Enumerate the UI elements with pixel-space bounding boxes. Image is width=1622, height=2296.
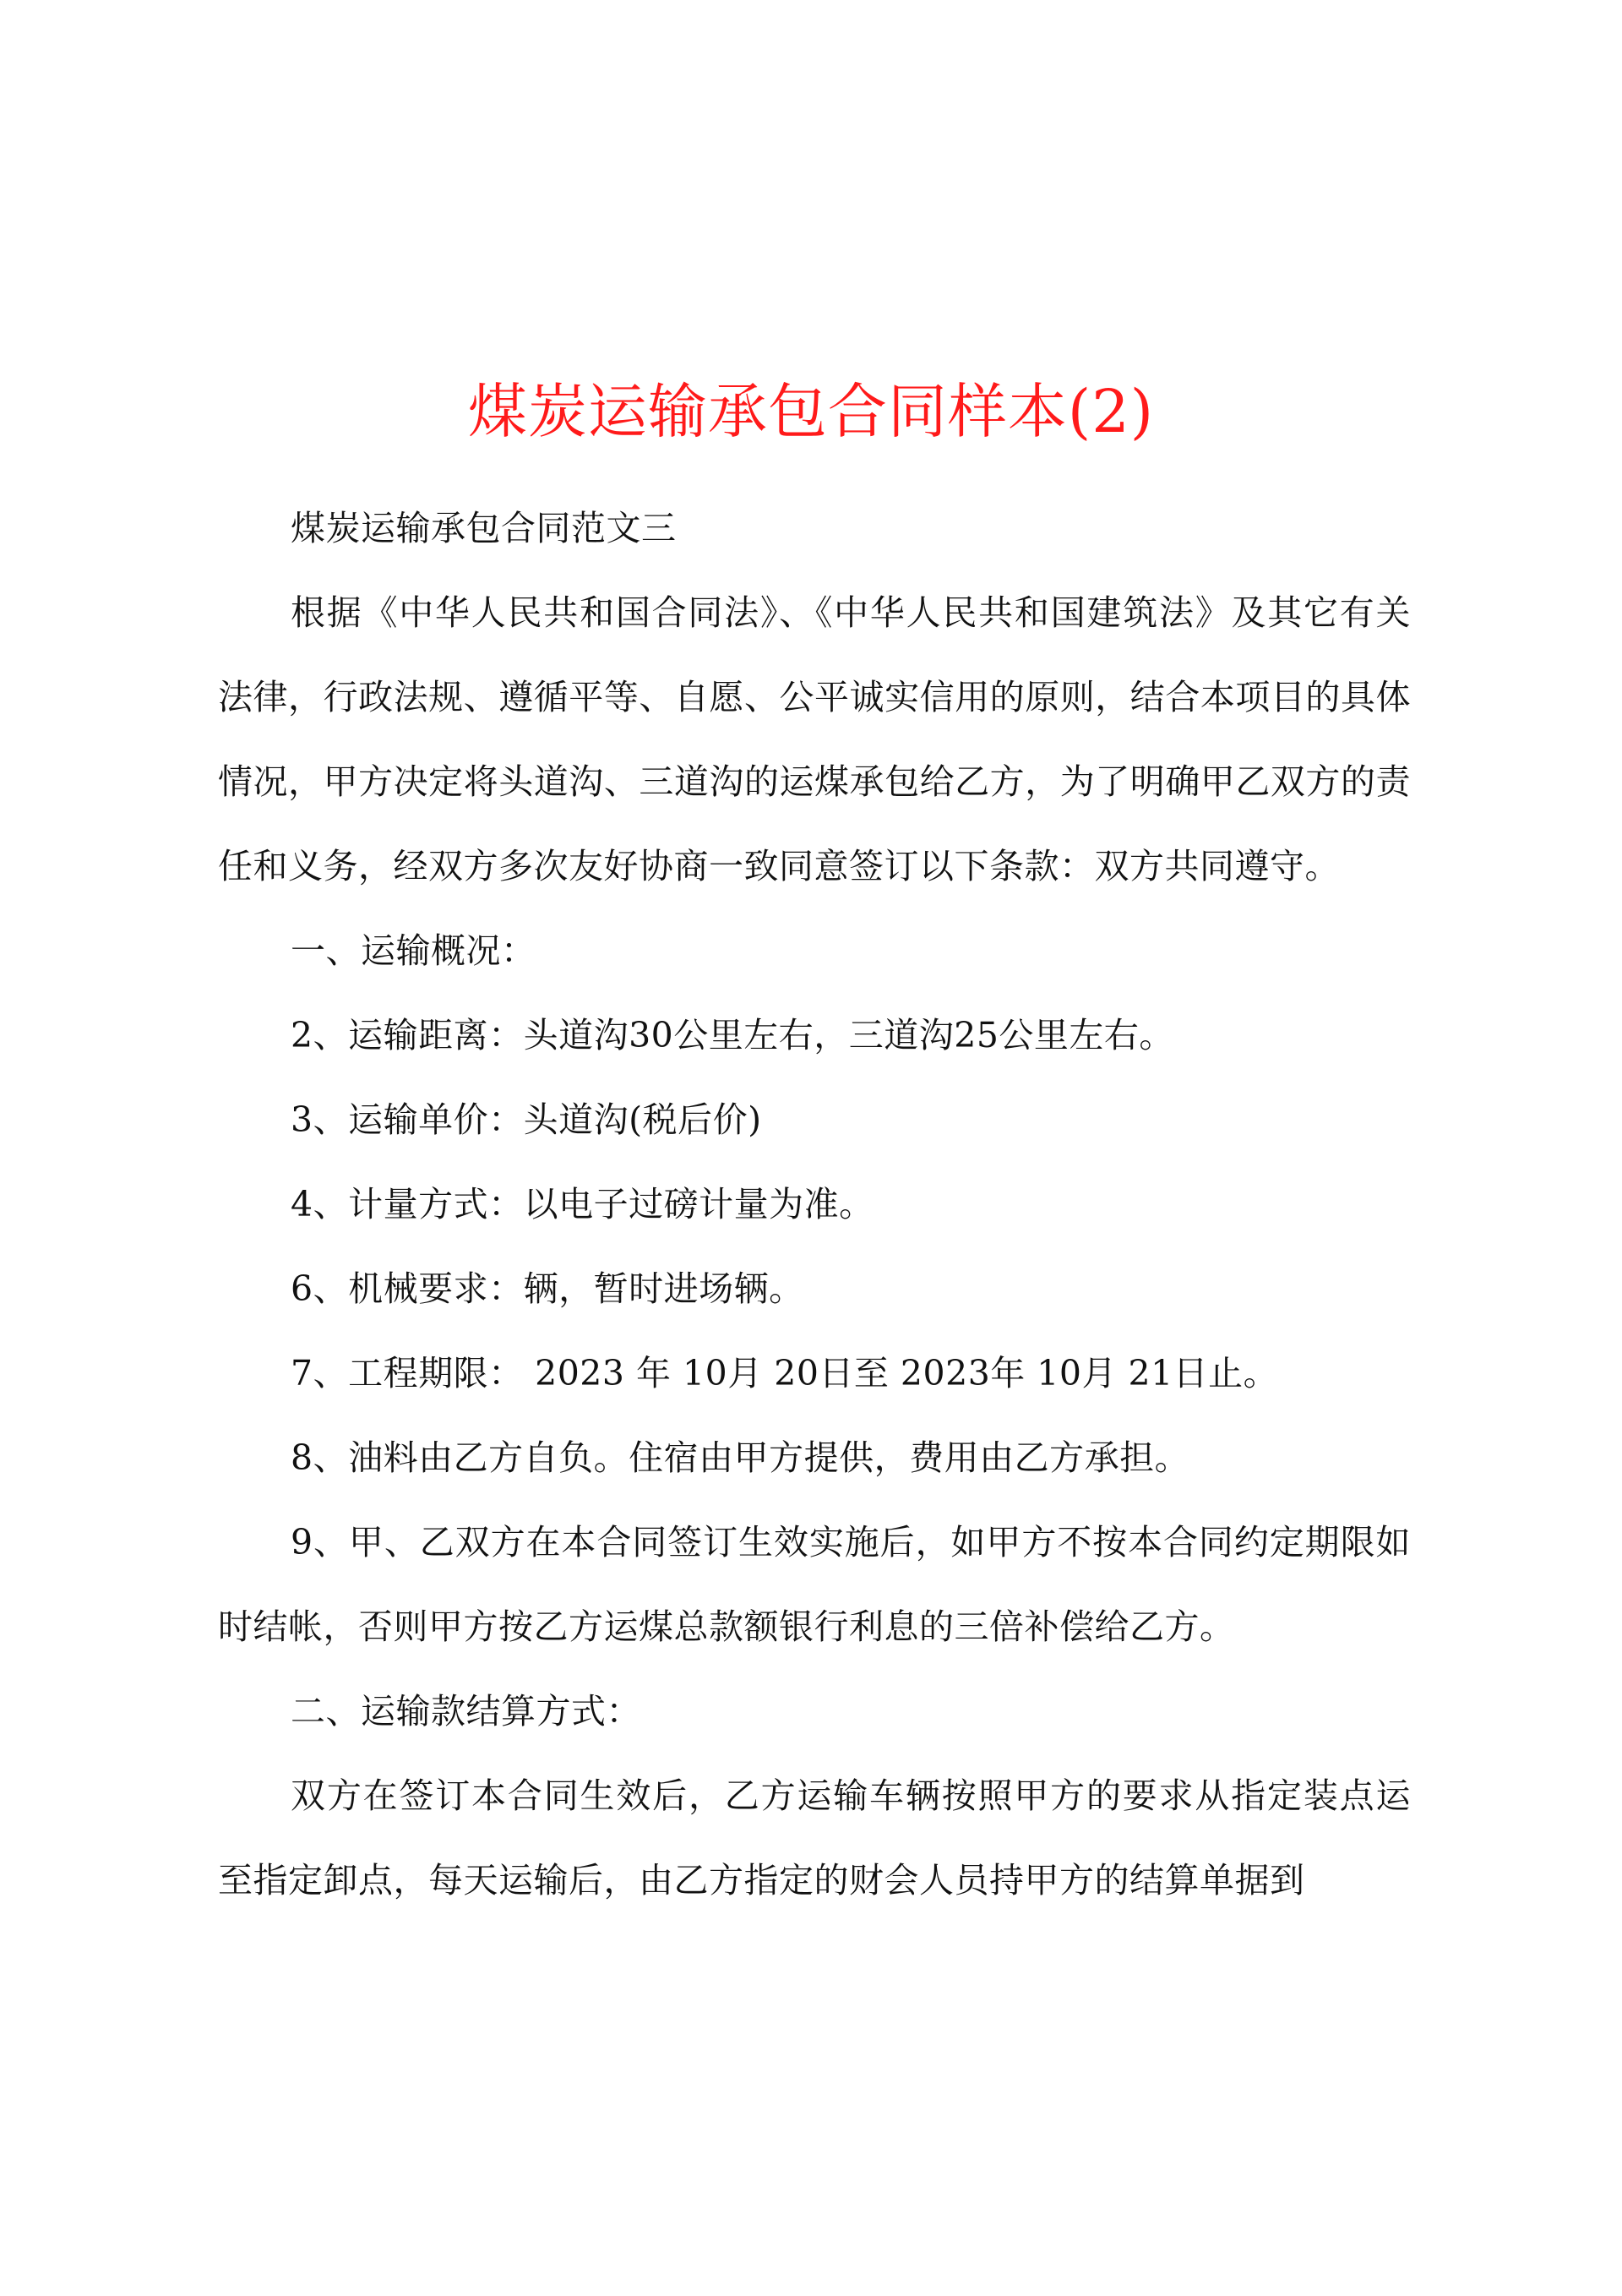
clause-item: 6、机械要求：辆，暂时进场辆。 xyxy=(291,1268,804,1309)
clause-item: 9、甲、乙双方在本合同签订生效实施后，如甲方不按本合同约定期限如时结帐，否则甲方按乙方运煤总款额银行利息的三倍补偿给乙方。 xyxy=(218,1522,1411,1647)
clause-item: 4、计量方式：以电子过磅计量为准。 xyxy=(291,1184,874,1224)
section-heading: 一、运输概况： xyxy=(291,930,536,971)
clause-item: 3、运输单价：头道沟(税后价) xyxy=(291,1099,762,1140)
body-paragraph: 双方在签订本合同生效后，乙方运输车辆按照甲方的要求从指定装点运至指定卸点，每天运输后，由乙方指定的财会人员持甲方的结算单据到 xyxy=(218,1775,1411,1901)
clause-item: 8、油料由乙方自负。住宿由甲方提供，费用由乙方承担。 xyxy=(291,1437,1190,1478)
clause-item: 7、工程期限： 2023 年 10月 20日至 2023年 10月 21日止。 xyxy=(291,1353,1279,1393)
document-body xyxy=(218,486,1411,1922)
clause-item: 2、运输距离：头道沟30公里左右，三道沟25公里左右。 xyxy=(291,1015,1174,1055)
section-heading: 二、运输款结算方式： xyxy=(291,1691,641,1732)
section-heading: 煤炭运输承包合同范文三 xyxy=(291,508,677,548)
intro-paragraph: 根据《中华人民共和国合同法》、《中华人民共和国建筑法》及其它有关法律，行政法规、遵循平等、自愿、公平诚实信用的原则，结合本项目的具体情况，甲方决定将头道沟、三道沟的运煤承包给乙方，为了明确甲乙双方的责任和义务，经双方多次友好协商一致同意签订以下条款：双方共同遵守。 xyxy=(218,592,1411,886)
document-title: 煤炭运输承包合同样本(2) xyxy=(467,376,1155,446)
